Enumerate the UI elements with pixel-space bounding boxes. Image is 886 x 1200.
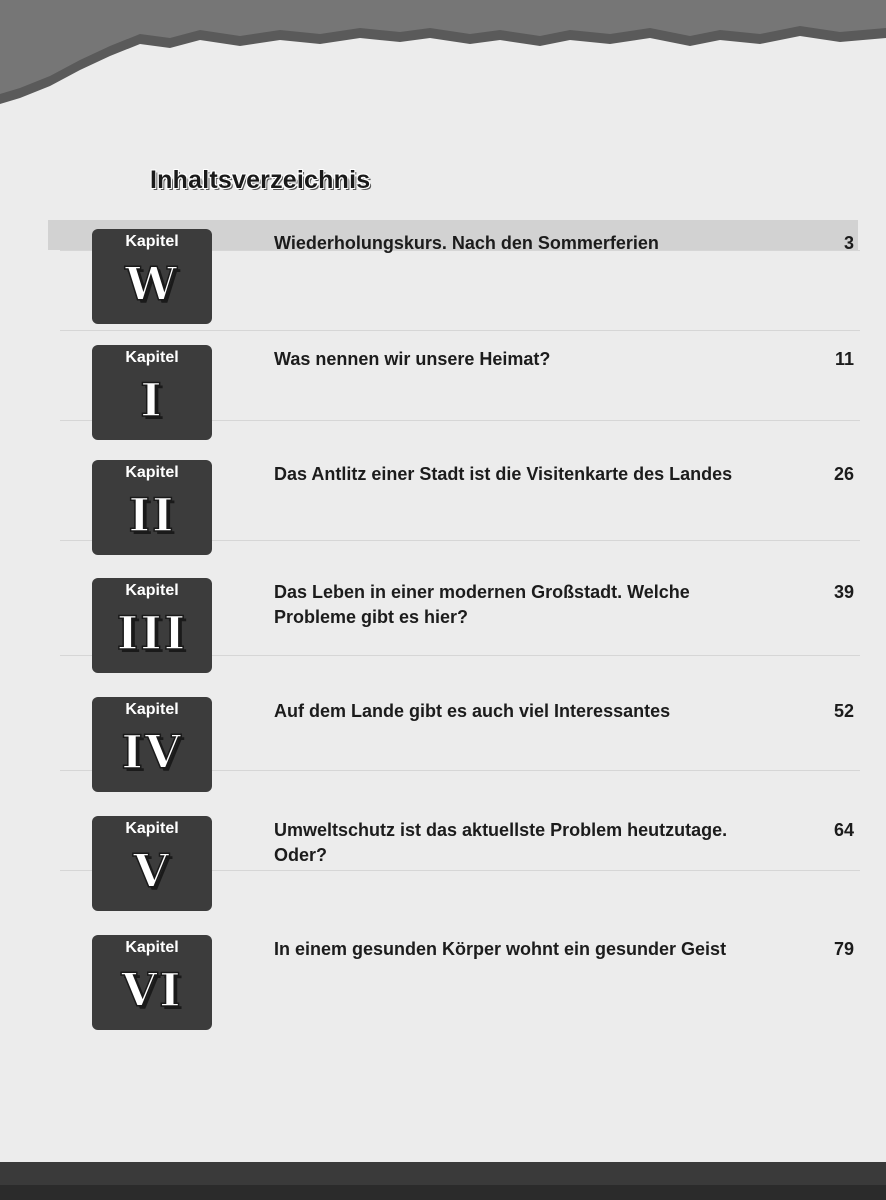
chapter-title[interactable]: Auf dem Lande gibt es auch viel Interessantes — [274, 701, 671, 721]
chapter-title[interactable]: Was nennen wir unsere Heimat? — [274, 349, 551, 369]
chapter-badge — [92, 697, 212, 792]
chapter-title[interactable]: Wiederholungskurs. Nach den Sommerferien — [274, 233, 659, 253]
chapter-badge — [92, 229, 212, 324]
torn-paper-edge — [0, 0, 886, 110]
chapter-title[interactable]: Das Antlitz einer Stadt ist die Visitenkarte des Landes — [274, 464, 733, 484]
chapter-row[interactable] — [92, 578, 858, 678]
chapter-badge-label: Kapitel — [125, 233, 179, 250]
chapter-badge-label: Kapitel — [125, 939, 179, 956]
chapter-row[interactable] — [92, 816, 858, 916]
chapter-page-number: 3 — [843, 233, 854, 253]
chapter-badge-numeral: IV — [121, 725, 183, 779]
chapter-badge-numeral: V — [133, 844, 171, 898]
chapter-badge — [92, 578, 212, 673]
chapter-title[interactable]: In einem gesunden Körper wohnt ein gesunder Geist — [274, 939, 727, 959]
chapter-badge-numeral: III — [116, 606, 188, 660]
chapter-badge — [92, 460, 212, 555]
chapter-title[interactable]: Das Leben in einer modernen Großstadt. Welche Probleme gibt es hier? — [274, 582, 690, 627]
chapter-page-number: 52 — [833, 701, 854, 721]
chapter-row[interactable] — [92, 345, 858, 445]
page-title: Inhaltsverzeichnis — [150, 166, 371, 194]
chapter-badge — [92, 345, 212, 440]
background-line — [60, 330, 860, 331]
chapter-badge — [92, 816, 212, 911]
chapter-title[interactable]: Umweltschutz ist das aktuellste Problem heutzutage. Oder? — [274, 820, 728, 865]
chapter-page-number: 64 — [833, 820, 854, 840]
chapter-row[interactable] — [92, 229, 858, 329]
chapter-badge — [92, 935, 212, 1030]
chapter-badge-numeral: I — [140, 373, 164, 427]
bottom-edge-shadow — [0, 1185, 886, 1200]
chapter-page-number: 11 — [834, 349, 854, 369]
chapter-row[interactable] — [92, 697, 858, 797]
chapter-row[interactable] — [92, 460, 858, 560]
chapter-page-number: 39 — [833, 582, 854, 602]
chapter-page-number: 26 — [833, 464, 854, 484]
chapter-page-number: 79 — [833, 939, 854, 959]
chapter-badge-numeral: VI — [121, 963, 183, 1017]
chapter-badge-numeral: II — [128, 488, 176, 542]
chapter-badge-label: Kapitel — [125, 701, 179, 718]
chapter-badge-label: Kapitel — [125, 820, 179, 837]
chapter-badge-label: Kapitel — [125, 349, 179, 366]
chapter-badge-label: Kapitel — [125, 464, 179, 481]
chapter-badge-numeral: W — [125, 257, 179, 311]
chapter-badge-label: Kapitel — [125, 582, 179, 599]
chapter-row[interactable] — [92, 935, 858, 1035]
